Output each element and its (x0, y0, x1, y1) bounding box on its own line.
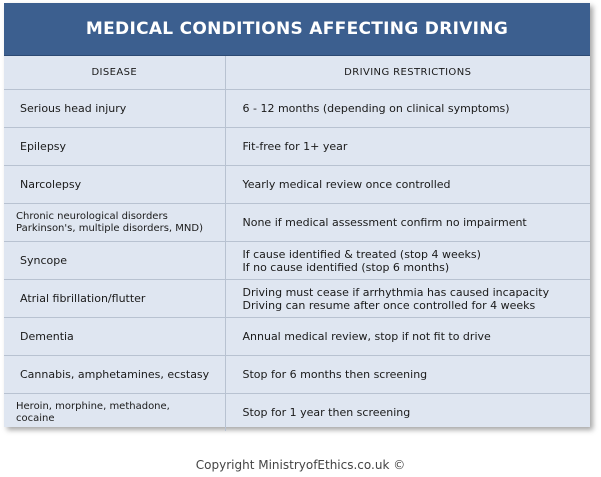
disease-text: Parkinson's, multiple disorders, MND) (16, 222, 204, 234)
restriction-text: Stop for 1 year then screening (242, 406, 411, 419)
disease-cell (4, 394, 225, 432)
disease-cell (4, 204, 225, 242)
disease-text: cocaine (16, 412, 55, 424)
disease-text: Heroin, morphine, methadone, (16, 400, 170, 412)
table-row (4, 128, 590, 166)
table-row (4, 394, 590, 432)
disease-cell (4, 280, 225, 318)
disease-text: Chronic neurological disorders (16, 210, 168, 222)
restriction-text: Stop for 6 months then screening (242, 368, 428, 381)
restriction-cell (225, 128, 590, 166)
conditions-table (4, 56, 590, 431)
restriction-text: Yearly medical review once controlled (242, 178, 451, 191)
restriction-cell (225, 394, 590, 432)
restriction-cell (225, 166, 590, 204)
disease-cell (4, 128, 225, 166)
restriction-cell (225, 318, 590, 356)
restriction-text: Fit-free for 1+ year (242, 140, 348, 153)
disease-cell (4, 90, 225, 128)
table-title: MEDICAL CONDITIONS AFFECTING DRIVING (4, 3, 590, 56)
restriction-text: 6 - 12 months (depending on clinical symptoms) (242, 102, 510, 115)
table-row (4, 280, 590, 318)
table-row (4, 242, 590, 280)
restriction-cell (225, 90, 590, 128)
disease-cell (4, 318, 225, 356)
table-row (4, 318, 590, 356)
table-row (4, 90, 590, 128)
restriction-text: Driving can resume after once controlled for 4 weeks (242, 298, 536, 312)
disease-text: Serious head injury (20, 101, 127, 115)
restriction-cell (225, 280, 590, 318)
disease-text: Dementia (20, 329, 74, 343)
copyright-footer: Copyright MinistryofEthics.co.uk © (195, 458, 406, 472)
disease-cell (4, 166, 225, 204)
header-row (4, 56, 590, 90)
table-row (4, 356, 590, 394)
disease-cell (4, 242, 225, 280)
disease-text: Cannabis, amphetamines, ecstasy (20, 367, 210, 381)
table-row (4, 204, 590, 242)
restriction-text: If cause identified & treated (stop 4 weeks) (242, 247, 481, 261)
header-disease: DISEASE (4, 56, 225, 90)
disease-text: Syncope (20, 253, 67, 267)
restriction-cell (225, 356, 590, 394)
restriction-text: If no cause identified (stop 6 months) (242, 260, 450, 274)
table-row (4, 166, 590, 204)
restriction-text: None if medical assessment confirm no impairment (242, 216, 527, 229)
disease-text: Epilepsy (20, 139, 67, 153)
restriction-cell (225, 242, 590, 280)
restriction-text: Driving must cease if arrhythmia has caused incapacity (242, 285, 550, 299)
restriction-text: Annual medical review, stop if not fit to drive (242, 330, 491, 343)
restriction-cell (225, 204, 590, 242)
disease-text: Narcolepsy (20, 177, 82, 191)
disease-cell (4, 356, 225, 394)
conditions-card (4, 3, 590, 427)
header-restrictions: DRIVING RESTRICTIONS (225, 56, 590, 90)
disease-text: Atrial fibrillation/flutter (20, 291, 146, 305)
